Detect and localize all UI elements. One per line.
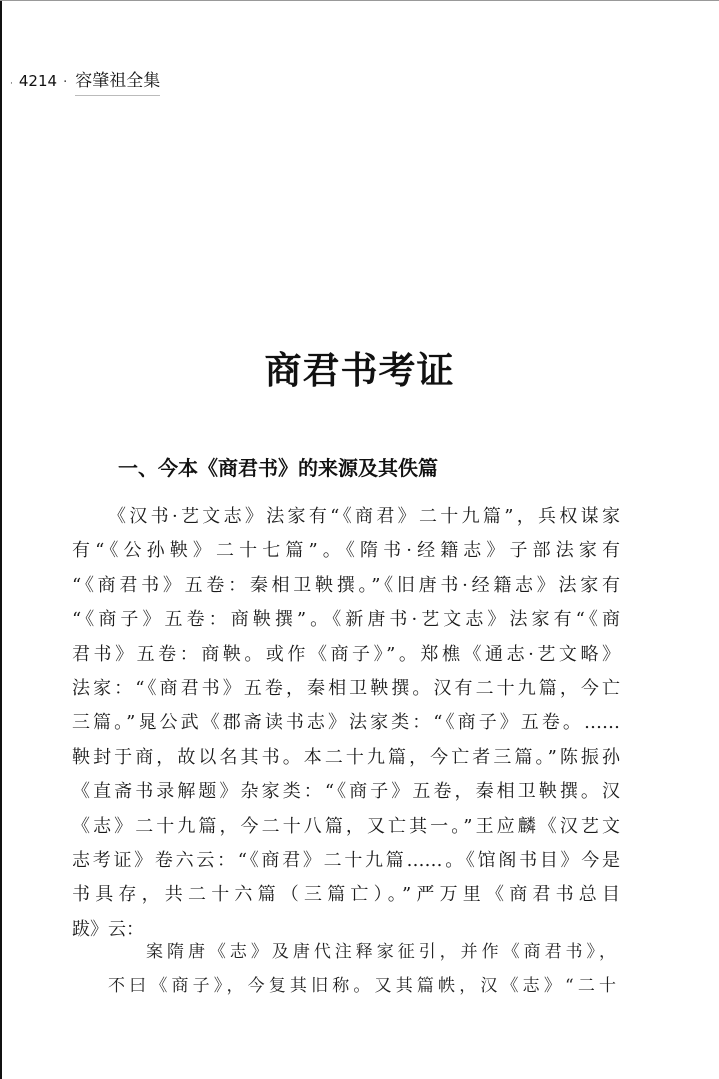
page-edge-rule bbox=[0, 0, 2, 1079]
body-line: 跋》云： bbox=[72, 918, 144, 940]
running-head bbox=[10, 66, 160, 94]
body-line: “《商子》五卷：商鞅撰”。《新唐书·艺文志》法家有“《商 bbox=[72, 609, 620, 631]
running-head-separator: · bbox=[63, 75, 68, 90]
book-title: 容肇祖全集 bbox=[75, 66, 160, 96]
body-line: 法家：“《商君书》五卷，秦相卫鞅撰。汉有二十九篇，今亡 bbox=[72, 678, 620, 700]
quote-line: 不曰《商子》，今复其旧称。又其篇帙，汉《志》“二十 bbox=[108, 976, 616, 996]
body-line: 君书》五卷：商鞅。或作《商子》”。郑樵《通志·艺文略》 bbox=[72, 643, 620, 665]
body-line: 《汉书·艺文志》法家有“《商君》二十九篇”，兵权谋家 bbox=[108, 506, 620, 527]
body-line: “《商君书》五卷：秦相卫鞅撰。”《旧唐书·经籍志》法家有 bbox=[72, 574, 620, 596]
block-quote bbox=[108, 935, 616, 1003]
body-line: 有“《公孙鞅》二十七篇”。《隋书·经籍志》子部法家有 bbox=[72, 540, 620, 562]
section-heading: 一、今本《商君书》的来源及其佚篇 bbox=[118, 456, 438, 480]
body-line: 《志》二十九篇，今二十八篇，又亡其一。”王应麟《汉艺文 bbox=[72, 815, 620, 837]
body-paragraph bbox=[72, 500, 620, 947]
body-line: 书具存，共二十六篇（三篇亡）。”严万里《商君书总目 bbox=[72, 884, 620, 906]
chapter-title: 商君书考证 bbox=[264, 348, 455, 392]
body-line: 鞅封于商，故以名其书。本二十九篇，今亡者三篇。”陈振孙 bbox=[72, 746, 620, 768]
quote-line: 案隋唐《志》及唐代注释家征引，并作《商君书》， bbox=[146, 942, 616, 962]
running-head-dot: · bbox=[10, 79, 13, 89]
page-number: 4214 bbox=[18, 72, 58, 90]
body-line: 三篇。”晁公武《郡斋读书志》法家类：“《商子》五卷。…… bbox=[72, 712, 620, 734]
page-top-rule bbox=[0, 0, 719, 1]
body-line: 志考证》卷六云：“《商君》二十九篇……。《馆阁书目》今是 bbox=[72, 850, 620, 872]
body-line: 《直斋书录解题》杂家类：“《商子》五卷，秦相卫鞅撰。汉 bbox=[72, 781, 620, 803]
